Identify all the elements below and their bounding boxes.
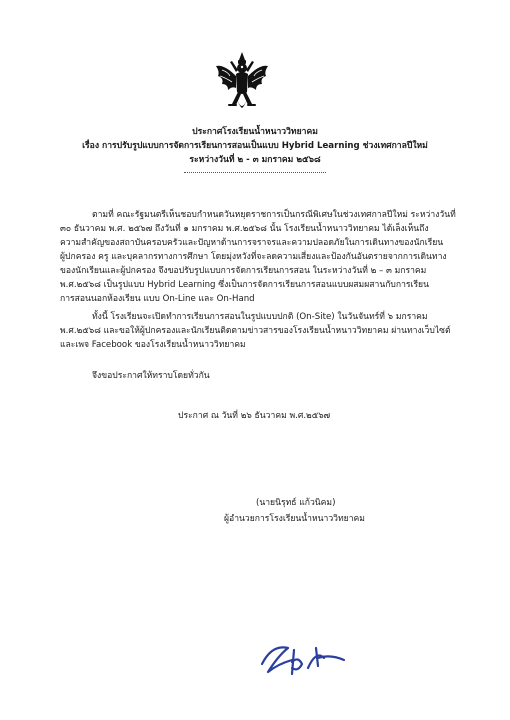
signatory-position: ผู้อำนวยการโรงเรียนน้ำหนาววิทยาคม	[224, 514, 365, 524]
paragraph2-line: และเพจ Facebook ของโรงเรียนน้ำหนาววิทยาคม	[60, 340, 246, 350]
announcement-subject: เรื่อง การปรับรูปแบบการจัดการเรียนการสอนเป็นแบบ Hybrid Learning ช่วงเทศกาลปีใหม่	[82, 141, 428, 151]
paragraph1-line: ความสำคัญของสถาบันครอบครัวและปัญหาด้านการจราจรและความปลอดภัยในการเดินทางของนักเรียน	[60, 238, 444, 248]
closing-statement: จึงขอประกาศให้ทราบโดยทั่วกัน	[92, 371, 210, 381]
paragraph1-line: ของนักเรียนและผู้ปกครอง จึงขอปรับรูปแบบการจัดการเรียนการสอน ในระหว่างวันที่ ๒ – ๓ มกราคม	[60, 266, 427, 276]
handwritten-signature	[258, 638, 348, 682]
announcement-period: ระหว่างวันที่ ๒ - ๓ มกราคม ๒๕๖๘	[189, 155, 321, 165]
paragraph1-line: ผู้ปกครอง ครู และบุคลากรทางการศึกษา โดยมุ่งหวังที่จะลดความเสี่ยงและป้องกันอันตรายจากการเดินทาง	[60, 252, 447, 262]
garuda-emblem-icon	[214, 50, 270, 118]
title-separator	[184, 172, 326, 173]
dateline: ประกาศ ณ วันที่ ๒๖ ธันวาคม พ.ศ.๒๕๖๗	[178, 411, 331, 421]
paragraph2-line: พ.ศ.๒๕๖๘ และขอให้ผู้ปกครองและนักเรียนติดตามข่าวสารของโรงเรียนน้ำหนาววิทยาคม ผ่านทางเว็บไซต์	[60, 326, 451, 336]
paragraph1-line: การสอนนอกห้องเรียน แบบ On-Line และ On-Hand	[60, 294, 255, 304]
announcement-title: ประกาศโรงเรียนน้ำหนาววิทยาคม	[192, 127, 318, 137]
paragraph2-line: ทั้งนี้ โรงเรียนจะเปิดทำการเรียนการสอนในรูปแบบปกติ (On-Site) ในวันจันทร์ที่ ๖ มกราคม	[92, 312, 428, 322]
signatory-name: (นายนิรุทธ์ แก้วนิคม)	[256, 498, 336, 508]
paragraph1-line: ตามที่ คณะรัฐมนตรีเห็นชอบกำหนดวันหยุดราชการเป็นกรณีพิเศษในช่วงเทศกาลปีใหม่ ระหว่างวันที่	[92, 210, 456, 220]
paragraph1-line: พ.ศ.๒๕๖๘ เป็นรูปแบบ Hybrid Learning ซึ่งเป็นการจัดการเรียนการสอนแบบผสมผสานกับการเรียน	[60, 280, 429, 290]
paragraph1-line: ๓๐ ธันวาคม พ.ศ. ๒๕๖๗ ถึงวันที่ ๑ มกราคม พ.ศ.๒๕๖๘ นั้น โรงเรียนน้ำหนาววิทยาคม ได้เล็งเห็นถึง	[60, 224, 429, 234]
